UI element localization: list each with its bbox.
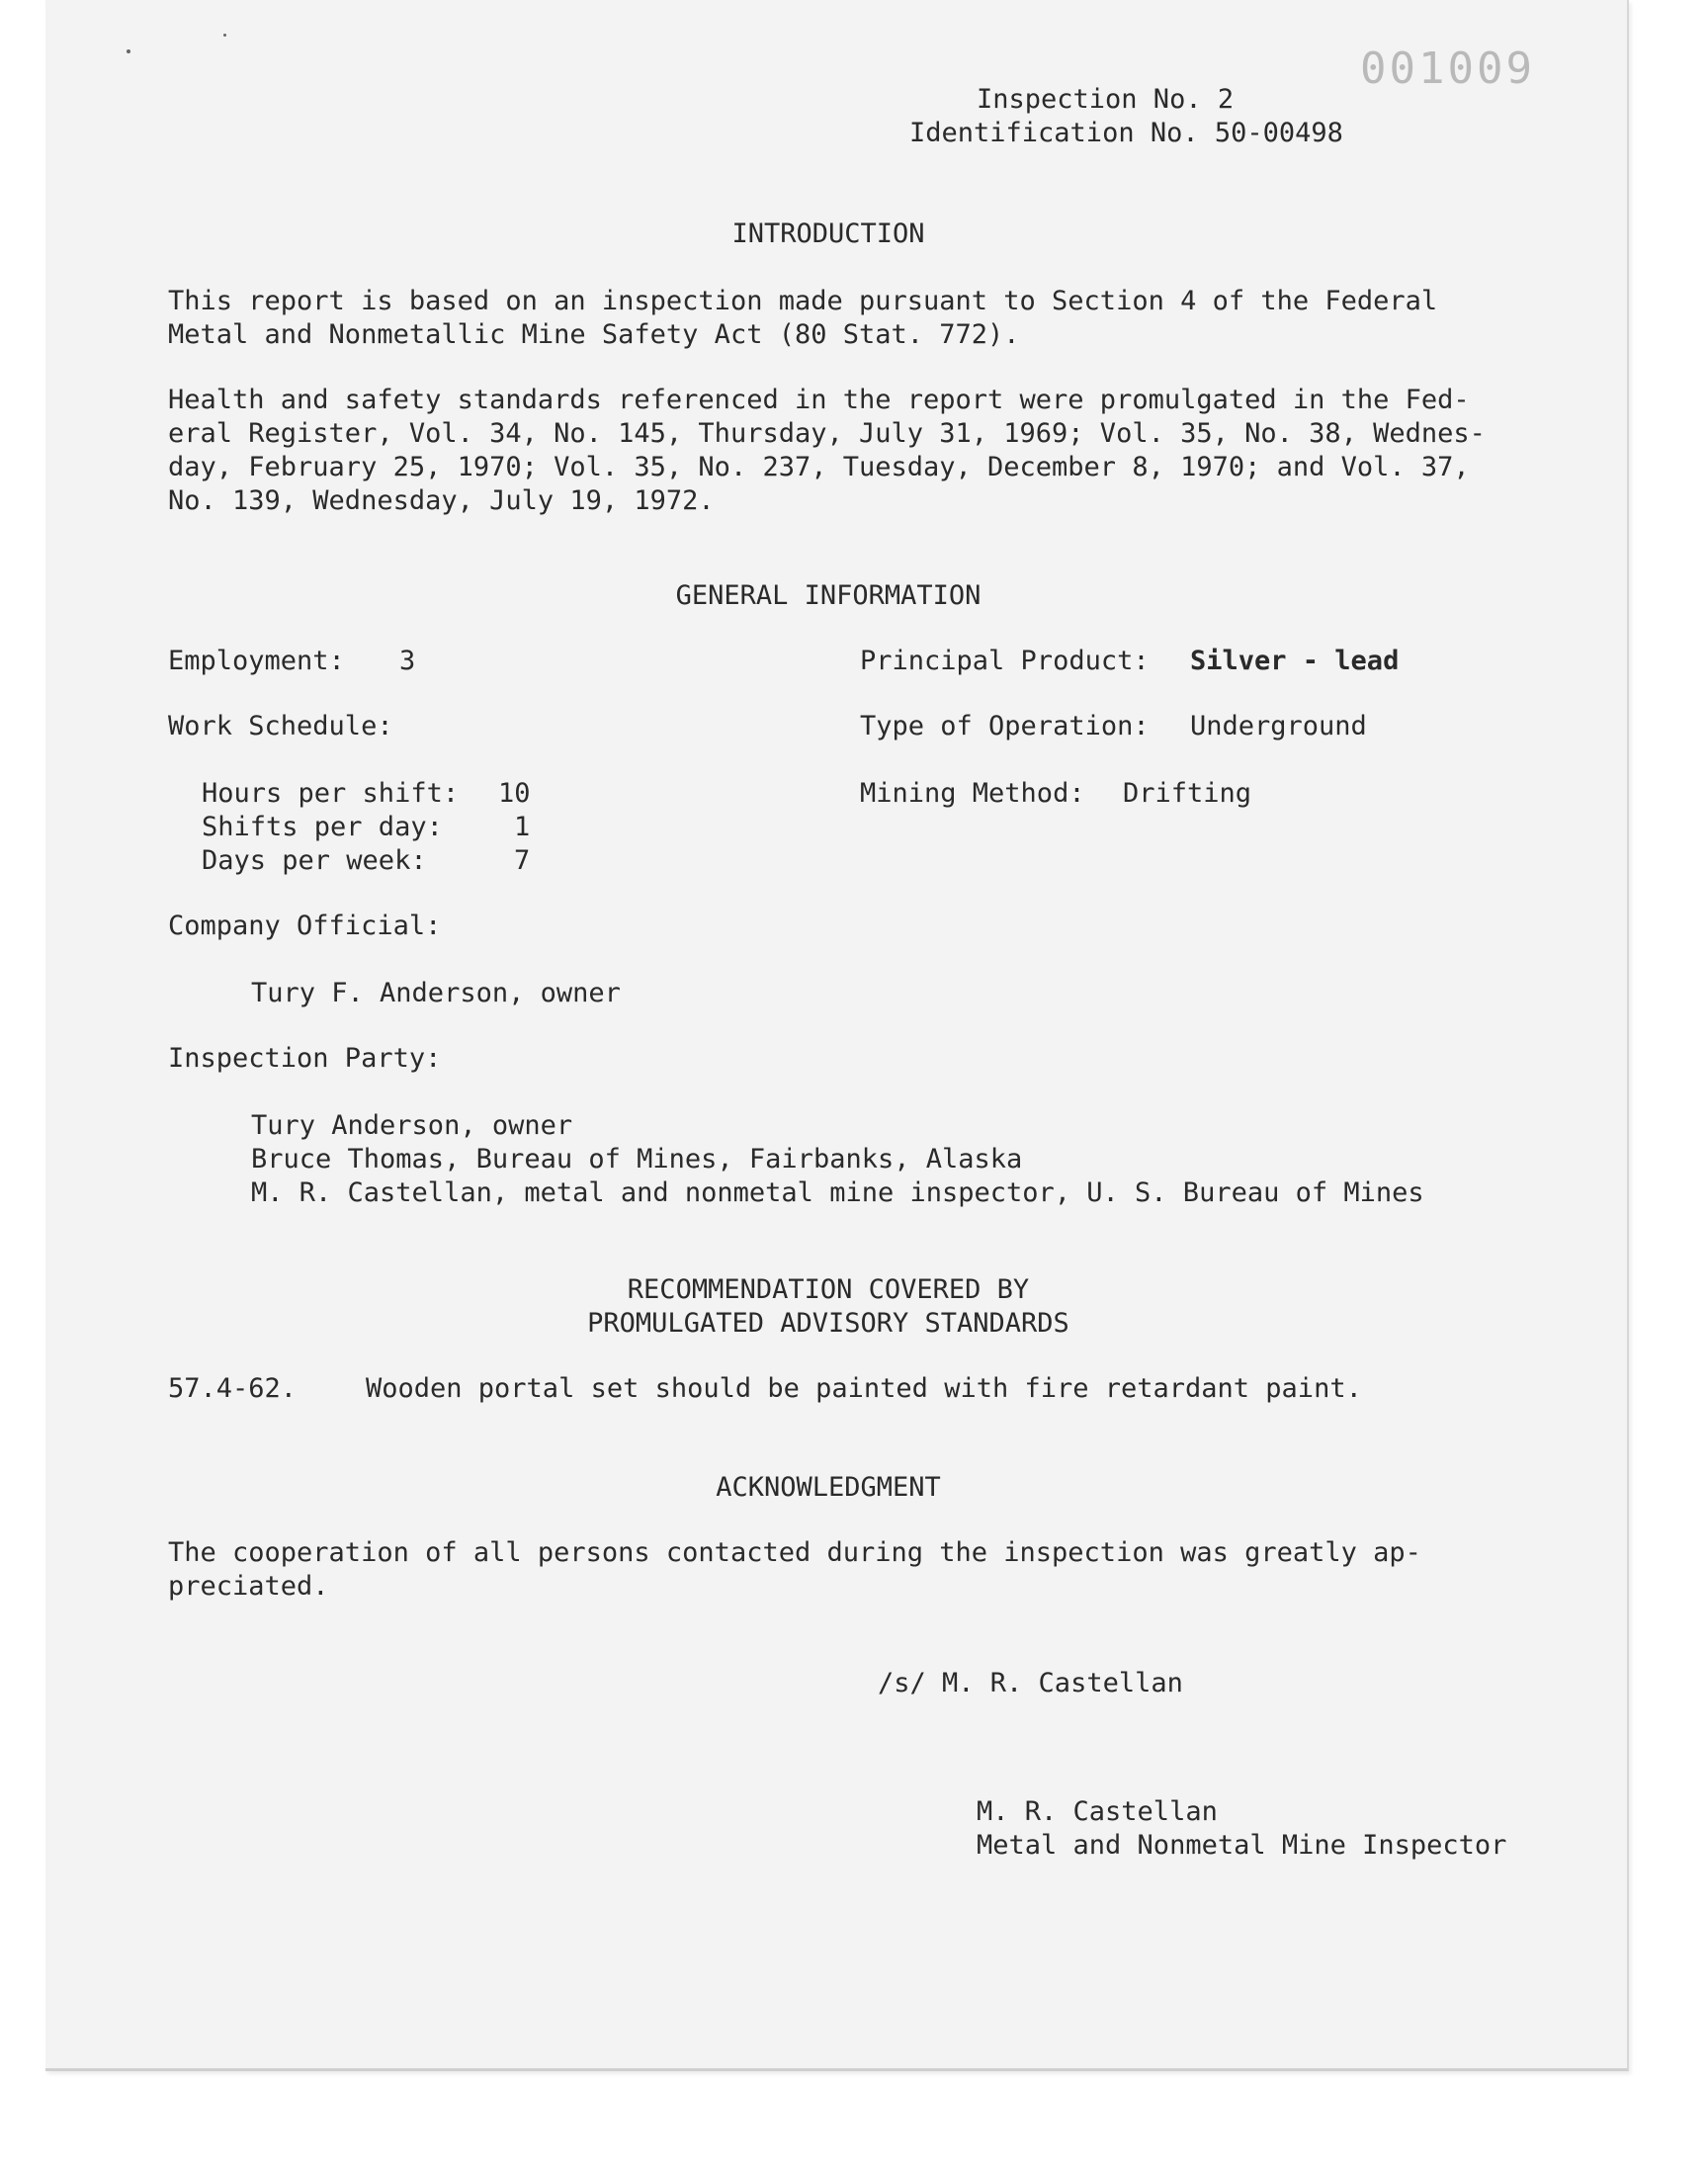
party-member: M. R. Castellan, metal and nonmetal mine inspector, U. S. Bureau of Mines <box>251 1177 1424 1208</box>
work-schedule-label: Work Schedule: <box>168 711 393 741</box>
operation-value: Underground <box>1190 711 1367 741</box>
company-official-value: Tury F. Anderson, owner <box>251 978 621 1008</box>
inspection-number: Inspection No. 2 <box>977 84 1235 115</box>
intro-line: eral Register, Vol. 34, No. 145, Thursday, July 31, 1969; Vol. 35, No. 38, Wednes- <box>168 418 1486 449</box>
stamp-number: 001009 <box>1360 44 1535 94</box>
identification-number: Identification No. 50-00498 <box>909 118 1343 148</box>
recommendation-code: 57.4-62. <box>168 1373 298 1404</box>
signature-line: /s/ M. R. Castellan <box>878 1668 1183 1698</box>
signer-title: Metal and Nonmetal Mine Inspector <box>977 1830 1507 1861</box>
heading-recommendation: PROMULGATED ADVISORY STANDARDS <box>587 1308 1069 1339</box>
scan-speck <box>223 34 226 37</box>
acknowledgment-line: preciated. <box>168 1571 329 1602</box>
inspection-party-label: Inspection Party: <box>168 1043 442 1074</box>
party-member: Bruce Thomas, Bureau of Mines, Fairbanks, Alaska <box>251 1144 1023 1174</box>
document-page <box>45 0 1629 2071</box>
intro-line: This report is based on an inspection made pursuant to Section 4 of the Federal <box>168 286 1438 316</box>
shifts-label: Shifts per day: <box>202 812 443 842</box>
product-label: Principal Product: <box>860 646 1150 676</box>
heading-introduction: INTRODUCTION <box>731 218 925 249</box>
intro-line: Health and safety standards referenced in the report were promulgated in the Fed- <box>168 385 1470 415</box>
signer-name: M. R. Castellan <box>977 1796 1218 1827</box>
method-value: Drifting <box>1123 778 1252 809</box>
company-official-label: Company Official: <box>168 911 442 941</box>
intro-line: day, February 25, 1970; Vol. 35, No. 237, Tuesday, December 8, 1970; and Vol. 37, <box>168 452 1470 482</box>
employment-label: Employment: <box>168 646 345 676</box>
intro-line: No. 139, Wednesday, July 19, 1972. <box>168 485 715 516</box>
recommendation-text: Wooden portal set should be painted with fire retardant paint. <box>366 1373 1362 1404</box>
days-label: Days per week: <box>202 845 427 876</box>
heading-general-information: GENERAL INFORMATION <box>675 580 982 611</box>
acknowledgment-line: The cooperation of all persons contacted during the inspection was greatly ap- <box>168 1537 1421 1568</box>
scan-speck <box>127 49 130 53</box>
intro-line: Metal and Nonmetallic Mine Safety Act (80 Stat. 772). <box>168 319 1020 350</box>
heading-acknowledgment: ACKNOWLEDGMENT <box>716 1472 941 1503</box>
hours-value: 10 <box>498 778 531 809</box>
days-value: 7 <box>514 845 531 876</box>
party-member: Tury Anderson, owner <box>251 1110 573 1141</box>
employment-value: 3 <box>399 646 416 676</box>
product-value: Silver - lead <box>1190 646 1400 676</box>
heading-recommendation: RECOMMENDATION COVERED BY <box>627 1274 1030 1305</box>
shifts-value: 1 <box>514 812 531 842</box>
operation-label: Type of Operation: <box>860 711 1150 741</box>
method-label: Mining Method: <box>860 778 1085 809</box>
hours-label: Hours per shift: <box>202 778 460 809</box>
